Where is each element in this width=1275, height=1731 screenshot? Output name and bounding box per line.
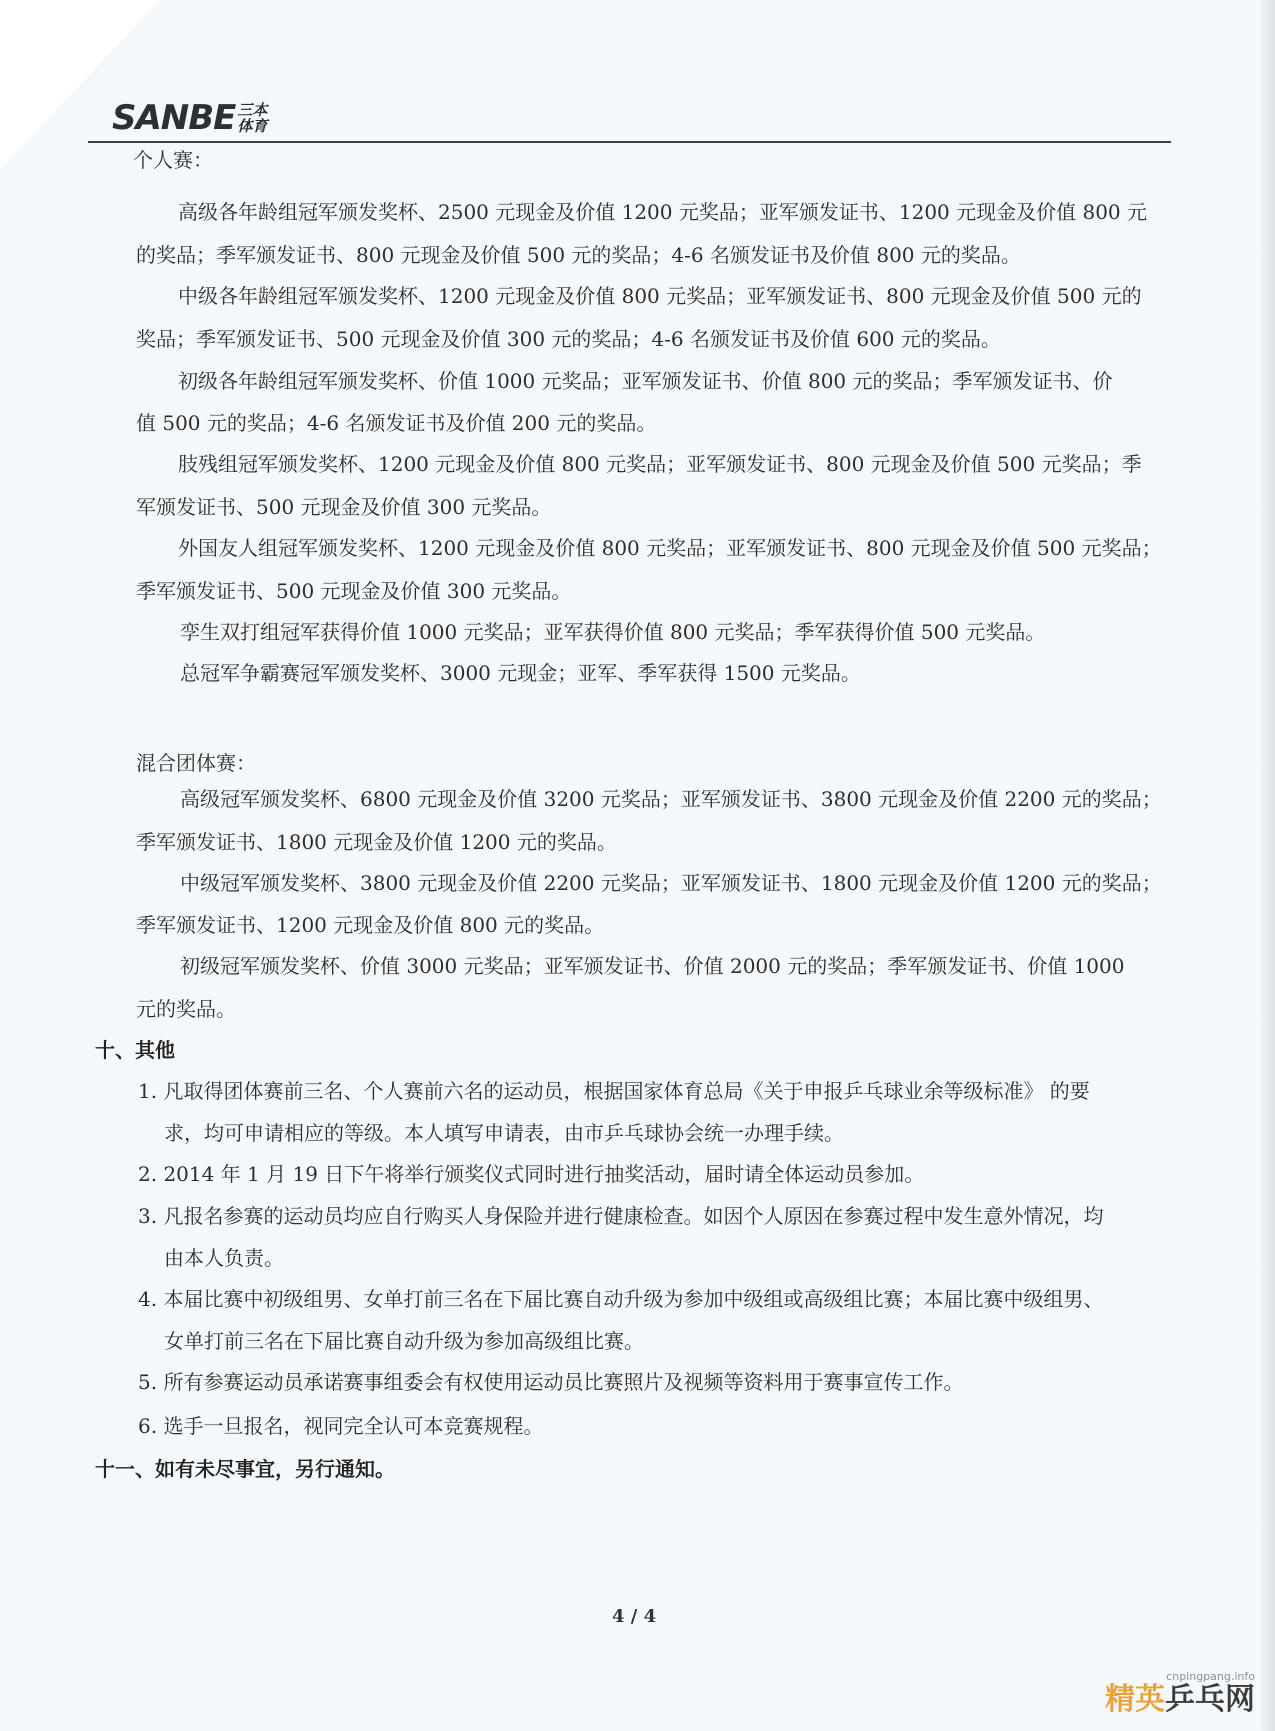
personal-line: 军颁发证书、500 元现金及价值 300 元奖品。 [136,495,552,519]
other-line: 2. 2014 年 1 月 19 日下午将举行颁奖仪式同时进行抽奖活动，届时请全体运动员参加。 [138,1162,925,1186]
team-line: 初级冠军颁发奖杯、价值 3000 元奖品；亚军颁发证书、价值 2000 元的奖品；季军颁发证书、价值 1000 [180,954,1125,978]
personal-line: 肢残组冠军颁发奖杯、1200 元现金及价值 800 元奖品；亚军颁发证书、800 元现金及价值 500 元奖品；季 [178,452,1142,476]
logo-chinese [237,102,267,134]
other-line: 6. 选手一旦报名，视同完全认可本竞赛规程。 [138,1414,544,1438]
logo-cn-bottom: 体育 [237,117,268,135]
team-heading: 混合团体赛： [136,751,256,775]
watermark-part-b: 乒乓网 [1165,1682,1255,1717]
site-watermark [1105,1670,1255,1717]
other-line: 由本人负责。 [164,1246,284,1270]
personal-line: 的奖品；季军颁发证书、800 元现金及价值 500 元的奖品；4-6 名颁发证书及价值 800 元的奖品。 [136,243,1021,267]
other-line: 1. 凡取得团体赛前三名、个人赛前六名的运动员，根据国家体育总局《关于申报乒乓球业余等级标准》 的要 [138,1079,1090,1103]
folded-corner [0,0,160,170]
team-line: 季军颁发证书、1200 元现金及价值 800 元的奖品。 [136,913,605,937]
watermark-logo [1105,1683,1255,1717]
personal-line: 外国友人组冠军颁发奖杯、1200 元现金及价值 800 元奖品；亚军颁发证书、800 元现金及价值 500 元奖品； [178,536,1162,560]
header-divider [88,141,1171,143]
page-edge [1261,0,1275,1731]
personal-line: 中级各年龄组冠军颁发奖杯、1200 元现金及价值 800 元奖品；亚军颁发证书、800 元现金及价值 500 元的 [178,284,1142,308]
team-line: 高级冠军颁发奖杯、6800 元现金及价值 3200 元奖品；亚军颁发证书、3800 元现金及价值 2200 元的奖品； [180,787,1162,811]
page-number: 4 / 4 [612,1606,657,1627]
personal-line: 值 500 元的奖品；4-6 名颁发证书及价值 200 元的奖品。 [136,411,657,435]
personal-line: 奖品；季军颁发证书、500 元现金及价值 300 元的奖品；4-6 名颁发证书及价值 600 元的奖品。 [136,327,1001,351]
logo-mark: SANBE [112,98,236,138]
section-heading-closing: 十一、如有未尽事宜，另行通知。 [95,1457,395,1481]
personal-line: 总冠军争霸赛冠军颁发奖杯、3000 元现金；亚军、季军获得 1500 元奖品。 [180,661,861,685]
watermark-part-a: 精英 [1105,1682,1165,1717]
team-line: 元的奖品。 [136,997,236,1021]
personal-line: 初级各年龄组冠军颁发奖杯、价值 1000 元奖品；亚军颁发证书、价值 800 元的奖品；季军颁发证书、价 [178,369,1113,393]
personal-line: 季军颁发证书、500 元现金及价值 300 元奖品。 [136,579,572,603]
personal-line: 孪生双打组冠军获得价值 1000 元奖品；亚军获得价值 800 元奖品；季军获得价值 500 元奖品。 [180,620,1046,644]
personal-heading: 个人赛： [133,148,213,172]
team-line: 中级冠军颁发奖杯、3800 元现金及价值 2200 元奖品；亚军颁发证书、1800 元现金及价值 1200 元的奖品； [180,871,1162,895]
other-line: 5. 所有参赛运动员承诺赛事组委会有权使用运动员比赛照片及视频等资料用于赛事宣传工作。 [138,1370,964,1394]
other-line: 3. 凡报名参赛的运动员均应自行购买人身保险并进行健康检查。如因个人原因在参赛过程中发生意外情况，均 [138,1204,1104,1228]
brand-logo [112,98,267,138]
team-line: 季军颁发证书、1800 元现金及价值 1200 元的奖品。 [136,830,617,854]
logo-cn-top: 三本 [237,101,268,119]
other-line: 4. 本届比赛中初级组男、女单打前三名在下届比赛自动升级为参加中级组或高级组比赛；本届比赛中级组男、 [138,1287,1104,1311]
other-line: 女单打前三名在下届比赛自动升级为参加高级组比赛。 [164,1329,644,1353]
watermark-url: cnpingpang.info [1166,1670,1255,1683]
section-heading-other: 十、其他 [95,1038,175,1062]
personal-line: 高级各年龄组冠军颁发奖杯、2500 元现金及价值 1200 元奖品；亚军颁发证书、1200 元现金及价值 800 元 [178,200,1148,224]
other-line: 求，均可申请相应的等级。本人填写申请表，由市乒乓球协会统一办理手续。 [164,1121,844,1145]
